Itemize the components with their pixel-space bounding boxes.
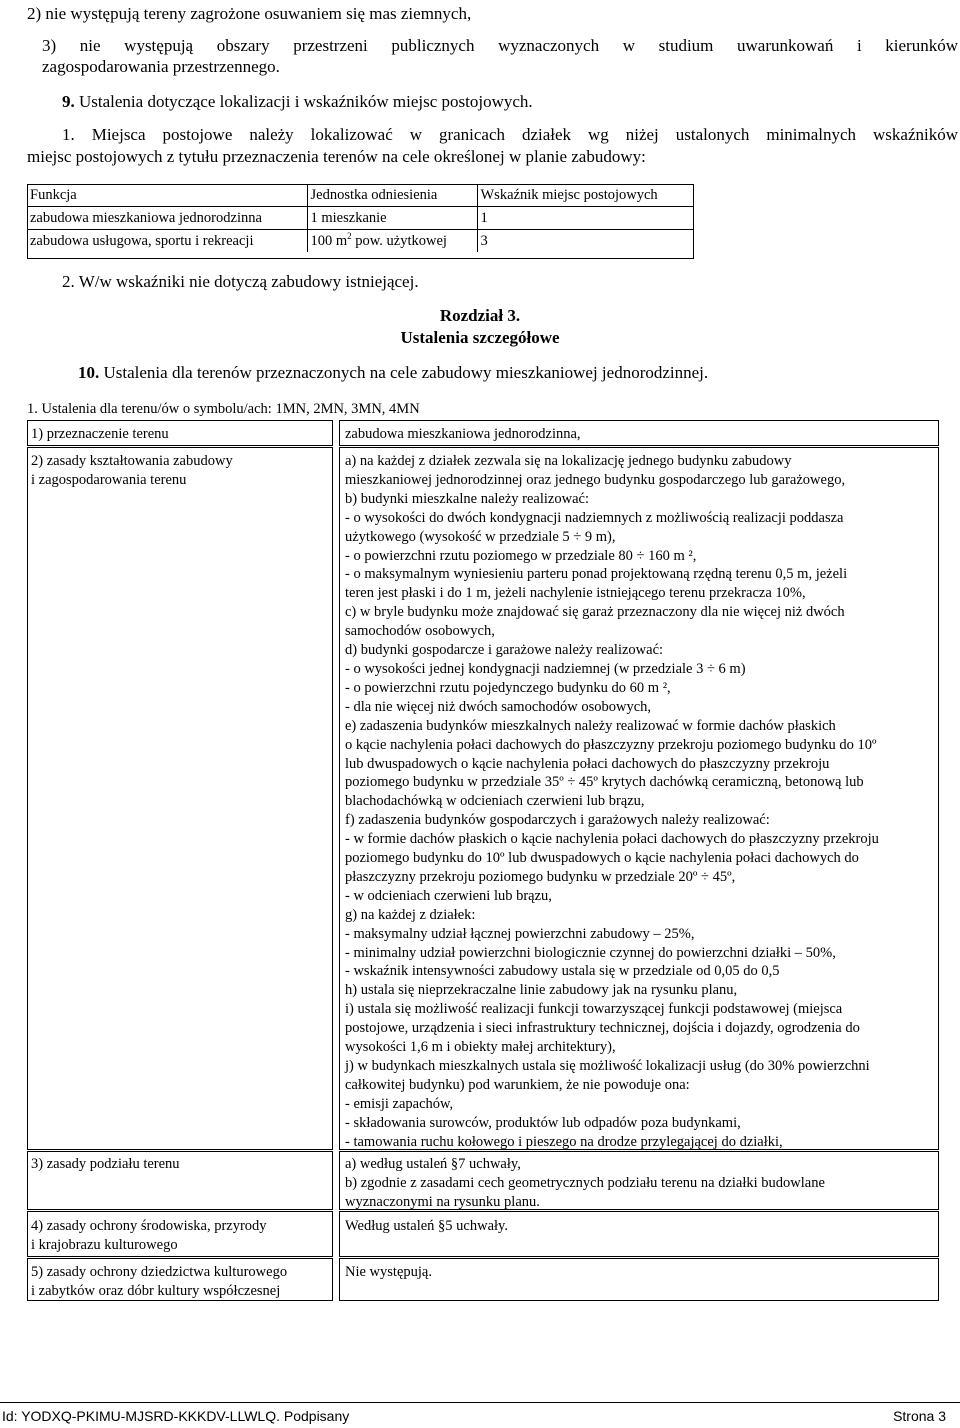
- section-9-para-2: 2. W/w wskaźniki nie dotyczą zabudowy istniejącej.: [62, 272, 419, 291]
- rule-line: - dla nie więcej niż dwóch samochodów osobowych,: [345, 698, 652, 715]
- rule-line: całkowitej budynku) pod warunkiem, że nie powoduje ona:: [345, 1076, 690, 1093]
- parking-table-header-unit: Jednostka odniesienia: [307, 184, 477, 207]
- rule-4-label-line: i krajobrazu kulturowego: [31, 1236, 178, 1253]
- table-row: [27, 207, 694, 230]
- rule-line: lub dwuspadowych o kącie nachylenia połaci dachowych do płaszczyzny przekroju: [345, 755, 830, 772]
- rule-line: - wskaźnik intensywności zabudowy ustala się w przedziale od 0,05 do 0,5: [345, 963, 780, 980]
- rule-2-label: [31, 452, 233, 490]
- rule-1-value: [345, 425, 581, 444]
- unit-part: pow. użytkowej: [351, 232, 447, 249]
- rule-line: poziomego budynku do 10º lub dwuspadowych o kącie nachylenia połaci dachowych do: [345, 850, 859, 867]
- section-9-title: Ustalenia dotyczące lokalizacji i wskaźników miejsc postojowych.: [79, 92, 533, 111]
- parking-table-header-index: Wskaźnik miejsc postojowych: [477, 184, 694, 207]
- rule-line: - o powierzchni rzutu pojedynczego budynku do 60 m ²,: [345, 679, 671, 696]
- rule-4-label: [31, 1217, 267, 1255]
- footer-page-number: Strona 3: [893, 1408, 946, 1424]
- section-10-heading: [78, 362, 708, 384]
- rule-line: b) budynki mieszkalne należy realizować:: [345, 490, 589, 507]
- rule-2-value: [345, 452, 879, 1152]
- rule-line: i) ustala się możliwość realizacji funkcji towarzyszącej funkcji podstawowej (miejsca: [345, 1001, 843, 1018]
- rule-line: c) w bryle budynku może znajdować się garaż przeznaczony dla nie więcej niż dwóch: [345, 604, 845, 621]
- parking-index-table: [27, 184, 694, 252]
- rule-3-label: [31, 1155, 180, 1174]
- rule-line: - tamowania ruchu kołowego i pieszego na drodze przylegającej do działki,: [345, 1133, 783, 1150]
- parking-table-value: 1: [477, 207, 694, 230]
- rule-line: wysokości 1,6 m i obiekty małej architektury),: [345, 1039, 616, 1056]
- rule-line: o kącie nachylenia połaci dachowych do płaszczyzny przekroju poziomego budynku do 10º: [345, 736, 877, 753]
- footer-divider: [0, 1402, 960, 1403]
- unit-part: 100 m: [310, 232, 348, 249]
- rule-2-label-cell: [27, 447, 333, 1150]
- section-9-number: 9.: [62, 92, 75, 111]
- rule-line: - w formie dachów płaskich o kącie nachylenia połaci dachowych do płaszczyzny przekroju: [345, 831, 879, 848]
- rule-1-label: [31, 425, 169, 444]
- rule-5-label: [31, 1263, 287, 1301]
- rule-line: - w odcieniach czerwieni lub brązu,: [345, 887, 552, 904]
- rule-2-label-line: 2) zasady kształtowania zabudowy: [31, 453, 233, 469]
- rule-line: j) w budynkach mieszkalnych ustala się możliwość lokalizacji usług (do 30% powierzchni: [345, 1058, 870, 1074]
- rule-line: e) zadaszenia budynków mieszkalnych należy realizować w formie dachów płaskich: [345, 717, 836, 734]
- rule-line: - o maksymalnym wyniesieniu parteru ponad projektowaną rzędną terenu 0,5 m, jeżeli: [345, 566, 848, 583]
- rule-5-label-line: 5) zasady ochrony dziedzictwa kulturowego: [31, 1264, 288, 1280]
- rule-4-value-text: Według ustaleń §5 uchwały.: [345, 1218, 508, 1234]
- rule-line: płaszczyzny przekroju poziomego budynku w przedziale 20º ÷ 45º,: [345, 868, 736, 885]
- parking-table-function: zabudowa mieszkaniowa jednorodzinna: [27, 207, 307, 230]
- footer-document-id: Id: YODXQ-PKIMU-MJSRD-KKKDV-LLWLQ. Podpisany: [2, 1408, 350, 1424]
- rule-5-value-text: Nie występują.: [345, 1264, 432, 1280]
- rule-line: mieszkaniowej jednorodzinnej oraz jednego budynku gospodarczego lub garażowego,: [345, 471, 846, 488]
- rule-2-label-line: i zagospodarowania terenu: [31, 471, 187, 488]
- rule-line: h) ustala się nieprzekraczalne linie zabudowy jak na rysunku planu,: [345, 982, 738, 999]
- rule-line: a) na każdej z działek zezwala się na lokalizację jednego budynku zabudowy: [345, 453, 792, 469]
- rule-line: - o powierzchni rzutu poziomego w przedziale 80 ÷ 160 m ²,: [345, 547, 697, 564]
- parking-table-unit: [307, 230, 477, 253]
- section-9-para-1-line-2: miejsc postojowych z tytułu przeznaczenia terenów na cele określonej w planie zabudowy:: [27, 147, 646, 166]
- unit-superscript: 2: [347, 230, 352, 241]
- rule-line: b) zgodnie z zasadami cech geometrycznych podziału terenu na działki budowlane: [345, 1174, 825, 1191]
- parking-table-function: zabudowa usługowa, sportu i rekreacji: [27, 230, 307, 253]
- rule-line: - maksymalny udział łącznej powierzchni zabudowy – 25%,: [345, 925, 695, 942]
- rule-line: wyznaczonymi na rysunku planu.: [345, 1193, 540, 1210]
- parking-table-header-function: Funkcja: [27, 184, 307, 207]
- rule-line: g) na każdej z działek:: [345, 906, 476, 923]
- rule-4-value: [345, 1217, 508, 1236]
- rule-line: - składowania surowców, produktów lub odpadów poza budynkami,: [345, 1114, 741, 1131]
- section-10-sub-1: 1. Ustalenia dla terenu/ów o symbolu/ach: 1MN, 2MN, 3MN, 4MN: [27, 401, 420, 417]
- rule-line: a) według ustaleń §7 uchwały,: [345, 1156, 521, 1172]
- chapter-subheading: Ustalenia szczegółowe: [400, 328, 560, 347]
- rule-line: postojowe, urządzenia i sieci infrastruktury technicznej, dojścia i dojazdy, ogrodzenia do: [345, 1020, 860, 1037]
- rule-line: blachodachówką w odcieniach czerwieni lub brązu,: [345, 793, 645, 810]
- rule-line: f) zadaszenia budynków gospodarczych i garażowych należy realizować:: [345, 812, 770, 829]
- rule-3-label-text: 3) zasady podziału terenu: [31, 1156, 180, 1172]
- rule-line: - minimalny udział powierzchni biologicznie czynnej do powierzchni działki – 50%,: [345, 944, 836, 961]
- rule-5-value: [345, 1263, 432, 1282]
- rule-3-value: [345, 1155, 825, 1212]
- rule-line: teren jest płaski i do 1 m, jeżeli nachylenie istniejącego terenu przekracza 10%,: [345, 585, 806, 602]
- rule-4-label-line: 4) zasady ochrony środowiska, przyrody: [31, 1218, 267, 1234]
- rule-1-value-text: zabudowa mieszkaniowa jednorodzinna,: [345, 426, 581, 442]
- chapter-heading: Rozdział 3.: [439, 306, 521, 325]
- intro-item-3-line-2: zagospodarowania przestrzennego.: [42, 57, 280, 76]
- rule-line: - o wysokości jednej kondygnacji nadziemnej (w przedziale 3 ÷ 6 m): [345, 660, 746, 677]
- rule-line: użytkowego (wysokość w przedziale 5 ÷ 9 m),: [345, 528, 616, 545]
- rule-line: poziomego budynku w przedziale 35º ÷ 45º krytych dachówką ceramiczną, betonową lub: [345, 774, 864, 791]
- rule-line: samochodów osobowych,: [345, 623, 495, 640]
- table-row: [27, 230, 694, 253]
- parking-table-unit: 1 mieszkanie: [307, 207, 477, 230]
- rule-line: - emisji zapachów,: [345, 1095, 454, 1112]
- section-10-title: Ustalenia dla terenów przeznaczonych na cele zabudowy mieszkaniowej jednorodzinnej.: [103, 363, 709, 382]
- rule-line: d) budynki gospodarcze i garażowe należy realizować:: [345, 642, 664, 659]
- section-9-heading: [62, 91, 533, 113]
- rule-5-label-line: i zabytków oraz dóbr kultury współczesnej: [31, 1282, 281, 1299]
- section-9-para-1-line-1: 1. Miejsca postojowe należy lokalizować w granicach działek wg niżej ustalonych minimalnych wskaźników: [62, 125, 958, 144]
- rule-1-label-text: 1) przeznaczenie terenu: [31, 426, 169, 442]
- section-10-number: 10.: [78, 363, 100, 382]
- parking-table-header-row: [27, 184, 694, 207]
- intro-item-3-line-1: 3) nie występują obszary przestrzeni publicznych wyznaczonych w studium uwarunkowań i kierunków: [42, 36, 958, 55]
- intro-item-2: 2) nie występują tereny zagrożone osuwaniem się mas ziemnych,: [27, 4, 472, 23]
- rule-line: - o wysokości do dwóch kondygnacji nadziemnych z możliwością realizacji poddasza: [345, 509, 844, 526]
- parking-table-value: 3: [480, 232, 488, 249]
